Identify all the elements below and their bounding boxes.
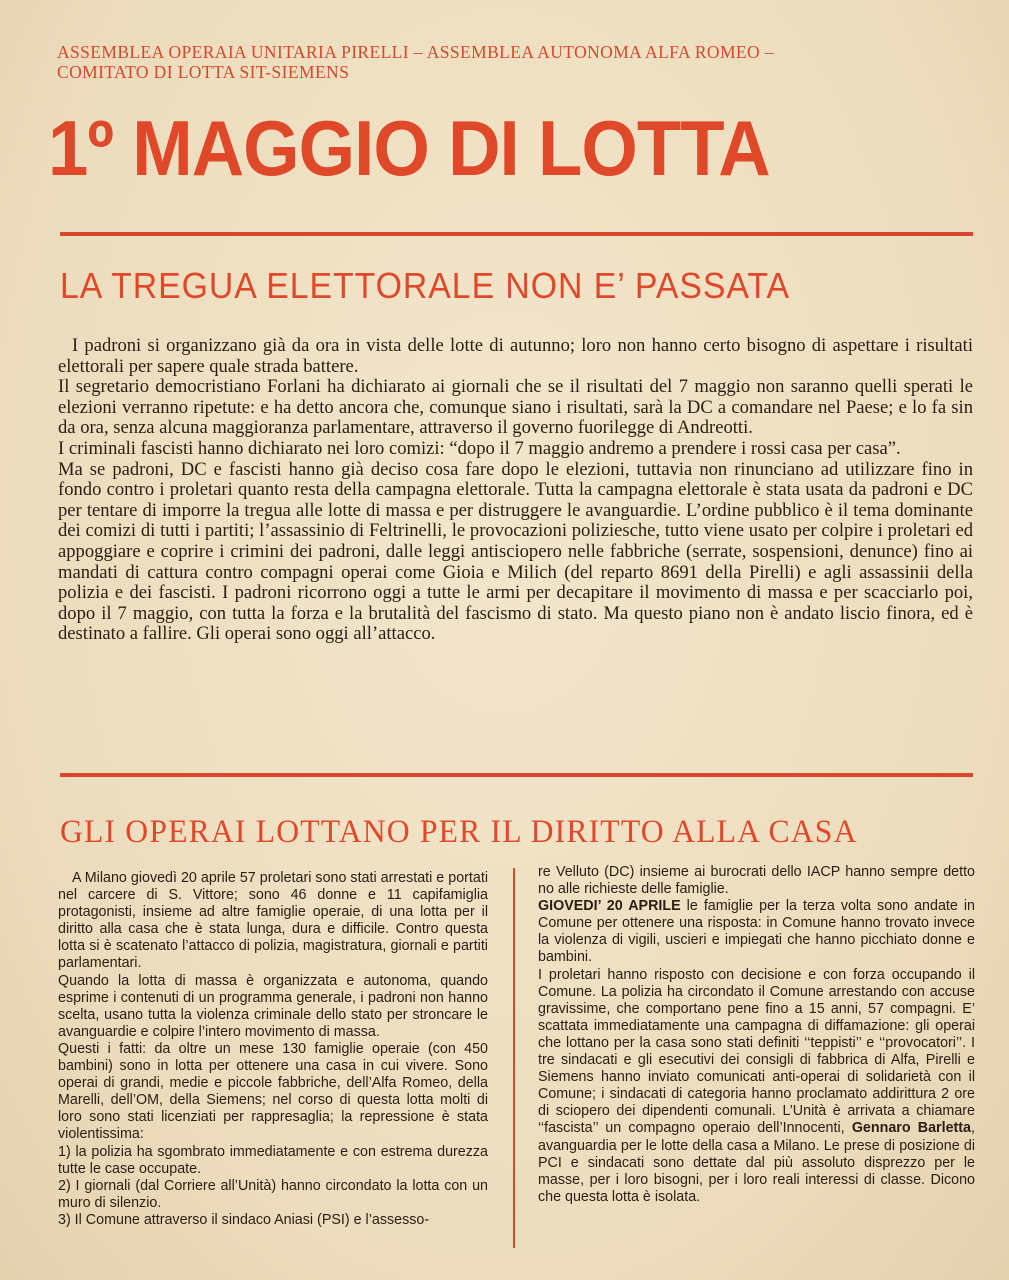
name-highlight: Gennaro Barletta [851, 1120, 972, 1137]
column-paragraph: A Milano giovedì 20 aprile 57 proletari sono stati arrestati e portati nel carcere di S. Vittore; sono 46 donne e 11 capifamiglia protagonisti, insieme ad altre famiglie operaie, di una lotta per il diritto alla casa che è stata lunga, dura e difficile. Contro questa lotta si è scatenato l’attacco di polizia, magistratura, giornali e partiti parlamentari. [58, 870, 488, 972]
column-paragraph: re Velluto (DC) insieme ai burocrati dello IACP hanno sempre detto no alle richieste delle famiglie. [538, 864, 975, 898]
divider-top [60, 232, 973, 236]
column-divider [513, 868, 515, 1248]
section1-body [58, 336, 973, 645]
date-highlight: GIOVEDI’ 20 APRILE [538, 898, 681, 915]
column-paragraph: 2) I giornali (dal Corriere all’Unità) hanno circondato la lotta con un muro di silenzio. [58, 1177, 488, 1211]
column-paragraph [538, 967, 975, 1206]
column-text: I proletari hanno risposto con decisione e con forza occupando il Comune. La polizia ha circondato il Comune arrestando con accuse gravissime, che comportano pene fino a 15 anni, 57 compagni. E’ scattata immediatamente una campagna di diffamazione: gli operai che lottano per la casa sono stati definiti ‘‘teppisti’’ e ‘‘provocatori’’. I tre sindacati e gli esecutivi dei consigli di fabbrica di Alfa, Pirelli e Siemens hanno inviato comunicati anti-operai di solidarietà con il Comune; i sindacati di categoria hanno proclamato addirittura 2 ore di sciopero dei dipendenti comunali. L’Unità è arrivata a chiamare ‘‘fascista’’ un compagno operaio dell’Innocenti, [538, 966, 975, 1137]
section2-column-left [58, 870, 488, 1229]
header-line-1: ASSEMBLEA OPERAIA UNITARIA PIRELLI – ASSEMBLEA AUTONOMA ALFA ROMEO – [57, 42, 774, 62]
section1-paragraph: I criminali fascisti hanno dichiarato nei loro comizi: “dopo il 7 maggio andremo a prendere i rossi casa per casa”. [58, 437, 901, 459]
column-paragraph: Quando la lotta di massa è organizzata e autonoma, quando esprime i contenuti di un programma generale, i padroni non hanno scelta, usano tutta la violenza criminale dello stato per stroncare le avanguardie e colpire l’intero movimento di massa. [58, 972, 488, 1040]
section1-paragraph: Il segretario democristiano Forlani ha dichiarato ai giornali che se il risultati del 7 maggio non saranno quelli sperati le elezioni verranno ripetute: e ha detto ancora che, comunque siano i risultati, sarà la DC a comandare nel Paese; e lo fa sin da ora, senza alcuna maggioranza parlamentare, attraverso il governo fuorilegge di Andreotti. [58, 376, 973, 439]
column-paragraph: Questi i fatti: da oltre un mese 130 famiglie operaie (con 450 bambini) sono in lotta per ottenere una casa in cui vivere. Sono operai di grandi, medie e piccole fabbriche, dell’Alfa Romeo, della Marelli, dell’OM, della Siemens; nel corso di questa lotta molti di loro sono stati licenziati per rappresaglia; la repressione è stata violentissima: [58, 1040, 488, 1143]
page-title: 1º MAGGIO DI LOTTA [48, 104, 770, 192]
header-line-2: COMITATO DI LOTTA SIT-SIEMENS [57, 62, 350, 82]
column-text: le famiglie per la terza volta sono andate in Comune per ottenere una risposta: in Comune hanno trovato invece la violenza di vigili, uscieri e impiegati che hanno picchiato donne e bambini. [538, 898, 975, 966]
section1-paragraph: I padroni si organizzano già da ora in vista delle lotte di autunno; loro non hanno certo bisogno di aspettare i risultati elettorali per sapere quale strada battere. [58, 335, 973, 377]
column-paragraph [538, 898, 975, 966]
column-text: , avanguardia per le lotte della casa a Milano. Le prese di posizione di PCI e sindacati sono dettate dal più assoluto disprezzo per le masse, per i loro bisogni, per i loro reali interessi di classe. Dicono che questa lotta è isolata. [538, 1120, 975, 1205]
divider-middle [60, 773, 973, 777]
section1-paragraph: Ma se padroni, DC e fascisti hanno già deciso cosa fare dopo le elezioni, tuttavia non rinunciano ad utilizzare fino in fondo contro i proletari quanto resta della campagna elettorale. Tutta la campagna elettorale è stata usata da padroni e DC per tentare di imporre la tregua alle lotte di massa e per distruggere le avanguardie. L’ordine pubblico è il tema dominante dei comizi di tutti i partiti; l’assassinio di Feltrinelli, le provocazioni poliziesche, tutto viene usato per colpire i proletari ed appoggiare e coprire i crimini dei padroni, dalle leggi antisciopero nelle fabbriche (serrate, sospensioni, denunce) fino ai mandati di cattura contro compagni operai come Gioia e Milich (del reparto 8691 della Pirelli) e agli assassinii della polizia e dei fascisti. I padroni ricorrono oggi a tutte le armi per decapitare il movimento di massa e per scacciarlo poi, dopo il 7 maggio, con tutta la forza e la brutalità del fascismo di stato. Ma questo piano non è andato liscio finora, ed è destinato a fallire. Gli operai sono oggi all’attacco. [58, 458, 973, 645]
column-paragraph: 1) la polizia ha sgombrato immediatamente e con estrema durezza tutte le case occupate. [58, 1143, 488, 1177]
organizations-header [57, 42, 977, 82]
section1-heading: LA TREGUA ELETTORALE NON E’ PASSATA [60, 265, 790, 306]
section2-heading: GLI OPERAI LOTTANO PER IL DIRITTO ALLA CASA [60, 814, 858, 850]
section2-column-right [538, 864, 975, 1206]
column-paragraph: 3) Il Comune attraverso il sindaco Aniasi (PSI) e l’assesso- [58, 1211, 430, 1228]
